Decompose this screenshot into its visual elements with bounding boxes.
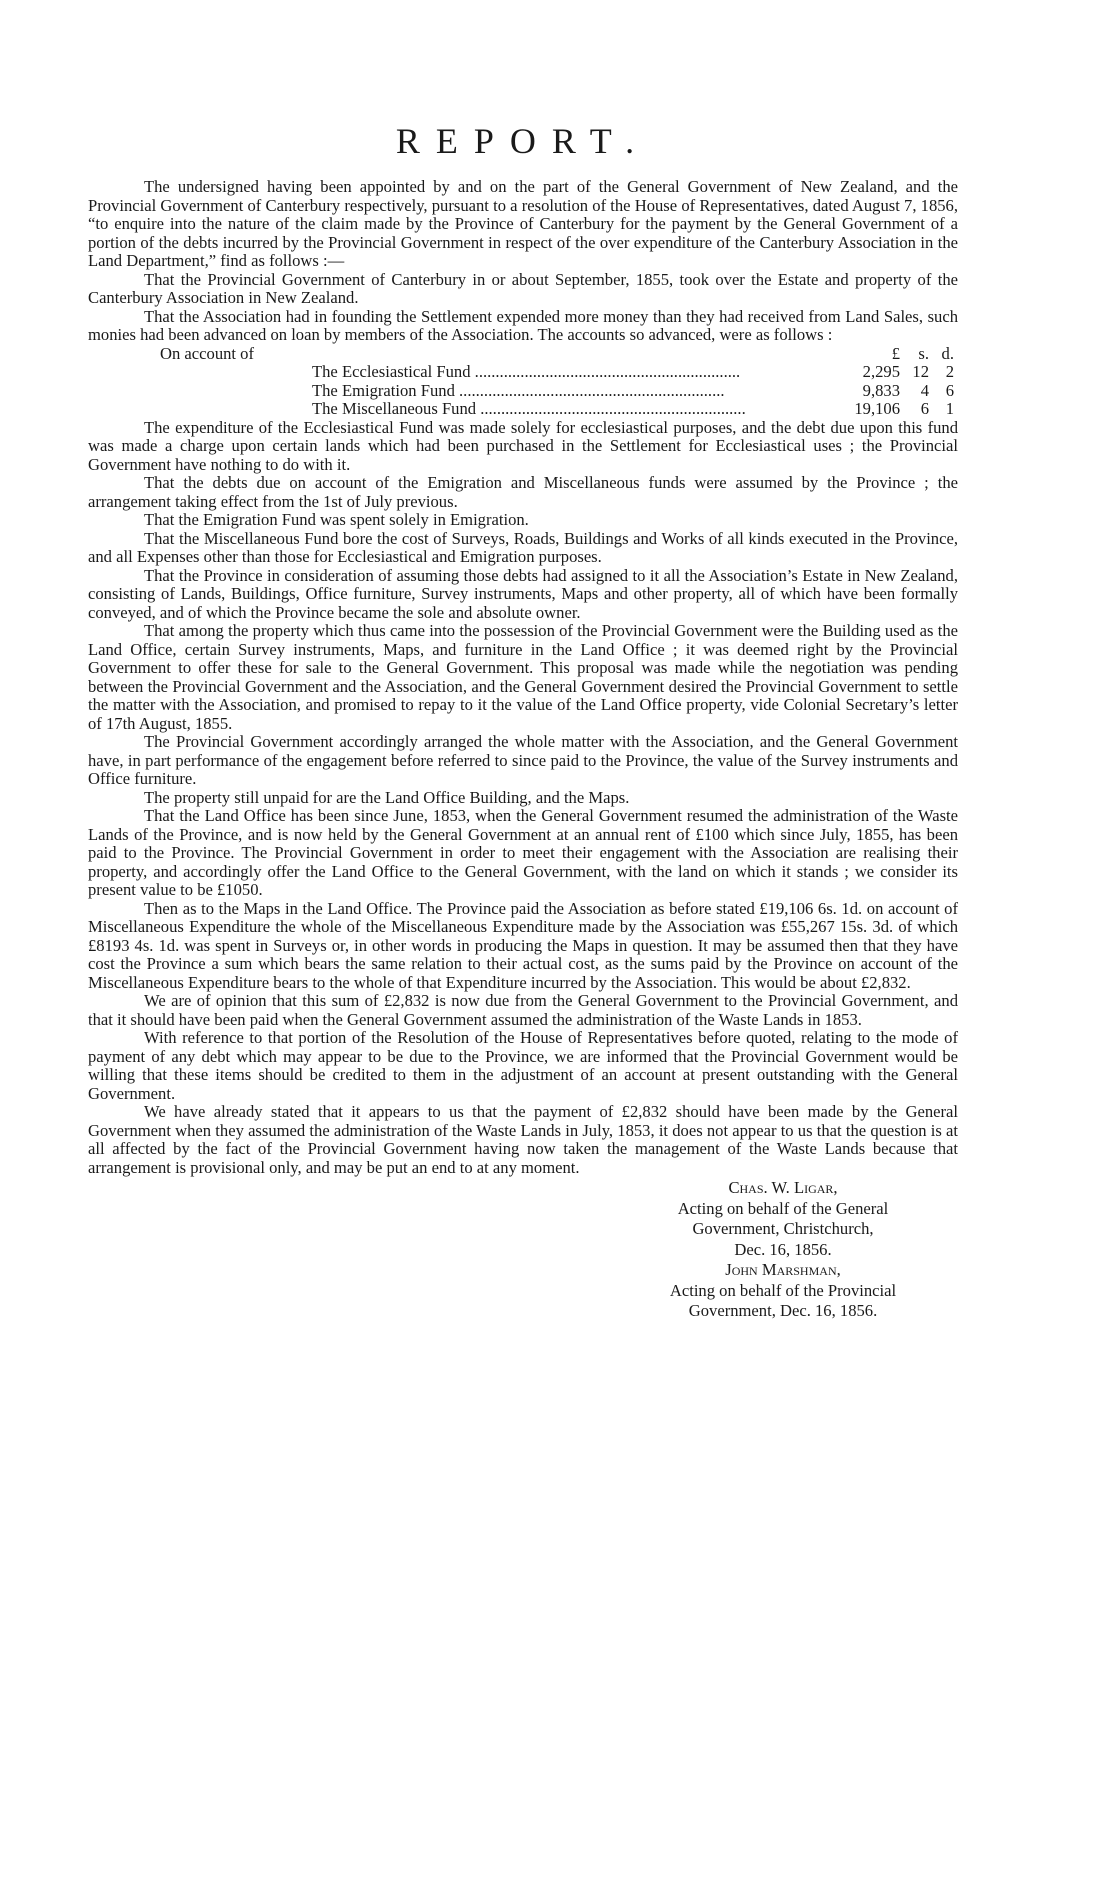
signatory-line: Acting on behalf of the General [677,1198,889,1218]
paragraph: That the Land Office has been since June, 1853, when the General Government resumed the administration of the Waste Lands of the Province, and is now held by the General Government at an annual rent of £100 which since July, 1855, has been paid to the Province. The Provincial Government in order to meet their engagement with the Association are realising their property, and accordingly offer the Land Office to the General Government, with the land on which it stands ; we consider its present value to be £1050. [88,806,958,899]
accounts-header [88,345,958,364]
paragraph: With reference to that portion of the Resolution of the House of Representatives before quoted, relating to the mode of payment of any debt which may appear to be due to the Province, we are informed that the Provincial Government would be willing that these items should be credited to them in the adjustment of an account at present outstanding with the General Government. [88,1028,958,1103]
paragraph: That the Miscellaneous Fund bore the cost of Surveys, Roads, Buildings and Works of all kinds executed in the Province, and all Expenses other than those for Ecclesiastical and Emigration purposes. [88,528,958,566]
fund-row [88,382,958,401]
fund-shillings: 12 [912,362,929,381]
paragraph: That among the property which thus came into the possession of the Provincial Government were the Building used as the Land Office, certain Survey instruments, Maps, and furniture in the Land Office ; it was deemed right by the Provincial Government to offer these for sale to the General Government. This proposal was made while the negotiation was pending between the Provincial Government and the Association, and the General Government desired the Provincial Government to settle the matter with the Association, and promised to repay to it the value of the Land Office property, vide Colonial Secretary’s letter of 17th August, 1855. [88,621,958,733]
accounts-intro: On account of [160,343,254,363]
paragraph: That the Association had in founding the Settlement expended more money than they had received from Land Sales, such monies had been advanced on loan by members of the Association. The accounts so advanced, were as follows : [88,306,958,344]
fund-pounds: 19,106 [854,399,900,418]
fund-pounds: 2,295 [862,362,900,381]
signatory-name: Chas. W. Ligar, [728,1178,838,1197]
signatory-line: Dec. 16, 1856. [734,1239,832,1259]
fund-pence: 1 [945,399,954,418]
signature-block-ligar [648,1179,918,1259]
paragraph: The expenditure of the Ecclesiastical Fund was made solely for ecclesiastical purposes, and the debt due upon this fund was made a charge upon certain lands which had been purchased in the Settlement for Ecclesiastical uses ; the Provincial Government have nothing to do with it. [88,417,958,474]
signature-block-marshman [648,1261,918,1321]
paragraph: That the debts due on account of the Emigration and Miscellaneous funds were assumed by the Province ; the arrangement taking effect from the 1st of July previous. [88,473,958,511]
currency-columns [844,345,958,364]
fund-row [88,400,958,419]
fund-amount [844,400,958,419]
shillings-column-header: s. [918,343,929,363]
pence-column-header: d. [941,343,954,363]
paragraph: We are of opinion that this sum of £2,832 is now due from the General Government to the Provincial Government, and that it should have been paid when the General Government assumed the administration of the Waste Lands in 1853. [88,991,958,1029]
fund-shillings: 4 [920,380,929,400]
page-title: REPORT. [395,121,651,161]
paragraph: We have already stated that it appears to us that the payment of £2,832 should have been made by the General Government when they assumed the administration of the Waste Lands in July, 1853, it does not appear to us that the question is at all affected by the fact of the Provincial Government having now taken the management of the Waste Lands because that arrangement is provisional only, and may be put an end to at any moment. [88,1102,958,1177]
paragraph: That the Province in consideration of assuming those debts had assigned to it all the Association’s Estate in New Zealand, consisting of Lands, Buildings, Office furniture, Survey instruments, Maps and other property, all of which have been formally conveyed, and of which the Province became the sole and absolute owner. [88,565,958,622]
paragraph: That the Emigration Fund was spent solely in Emigration. [144,510,529,529]
paragraph: The property still unpaid for are the Land Office Building, and the Maps. [144,787,630,807]
fund-amount [844,363,958,382]
fund-pence: 2 [945,362,954,381]
fund-row [88,363,958,382]
fund-shillings: 6 [920,399,929,418]
signatory-line: Government, Dec. 16, 1856. [688,1301,878,1320]
paragraph: The undersigned having been appointed by and on the part of the General Government of New Zealand, and the Provincial Government of Canterbury respectively, pursuant to a resolution of the House of Representatives, dated August 7, 1856, “to enquire into the nature of the claim made by the Province of Canterbury for the payment by the General Government of a portion of the debts incurred by the Provincial Government in respect of the over expenditure of the Canterbury Association in the Land Department,” find as follows :— [88,177,958,270]
paragraph: That the Provincial Government of Canterbury in or about September, 1855, took over the Estate and property of the Canterbury Association in New Zealand. [88,269,958,307]
fund-name: The Ecclesiastical Fund ..... [312,363,844,382]
signatory-line: Government, Christchurch, [692,1219,874,1238]
fund-pounds: 9,833 [862,380,900,400]
fund-pence: 6 [945,380,954,400]
paragraph: The Provincial Government accordingly arranged the whole matter with the Association, and the General Government have, in part performance of the engagement before referred to since paid to the Province, the value of the Survey instruments and Office furniture. [88,732,958,788]
signatory-name: John Marshman, [725,1260,841,1279]
report-page [88,118,958,1321]
signatory-line: Acting on behalf of the Provincial [669,1280,897,1300]
fund-name: The Emigration Fund ..... [312,382,844,401]
paragraph: Then as to the Maps in the Land Office. The Province paid the Association as before stated £19,106 6s. 1d. on account of Miscellaneous Expenditure the whole of the Miscellaneous Expenditure made by the Association was £55,267 15s. 3d. of which £8193 4s. 1d. was spent in Surveys or, in other words in producing the Maps in question. It may be assumed then that they have cost the Province a sum which bears the same relation to their actual cost, as the sums paid by the Province on account of the Miscellaneous Expenditure bears to the whole of that Expenditure incurred by the Association. This would be about £2,832. [88,898,958,992]
pounds-column-header: £ [891,343,900,363]
fund-name: The Miscellaneous Fund ..... [312,400,844,419]
fund-amount [844,382,958,401]
